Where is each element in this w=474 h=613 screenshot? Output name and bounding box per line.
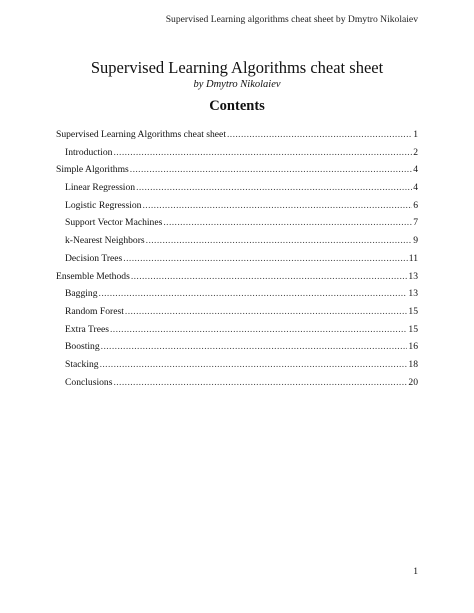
toc-dot-leader (131, 271, 408, 283)
toc-dot-leader (110, 324, 407, 336)
toc-entry[interactable] (56, 377, 418, 395)
toc-dot-leader (125, 306, 408, 318)
toc-entry-page: 15 (408, 323, 418, 335)
toc-entry[interactable] (56, 217, 418, 235)
toc-entry-page: 9 (413, 235, 418, 247)
toc-entry-label: Supervised Learning Algorithms cheat sheet (56, 129, 226, 140)
toc-entry-label: Bagging (65, 288, 98, 300)
toc-entry-label: Boosting (65, 341, 100, 353)
toc-entry[interactable] (56, 200, 418, 218)
toc-entry-page: 1 (413, 129, 418, 140)
document-byline: by Dmytro Nikolaiev (193, 79, 281, 90)
toc-dot-leader (227, 129, 412, 141)
running-header: Supervised Learning algorithms cheat sheet by Dmytro Nikolaiev (165, 14, 418, 25)
toc-entry-page: 13 (408, 270, 418, 282)
toc-entry-page: 13 (408, 288, 418, 300)
toc-dot-leader (99, 288, 408, 300)
toc-entry-page: 11 (408, 252, 418, 264)
toc-entry[interactable] (56, 164, 418, 182)
toc-entry-page: 6 (413, 199, 418, 211)
toc-dot-leader (130, 164, 412, 176)
toc-entry[interactable] (56, 288, 418, 306)
toc-dot-leader (142, 200, 412, 212)
toc-entry[interactable] (56, 306, 418, 324)
table-of-contents (56, 129, 418, 394)
toc-entry-label: Ensemble Methods (56, 270, 130, 282)
toc-dot-leader (163, 217, 412, 229)
toc-dot-leader (113, 377, 407, 389)
toc-entry-page: 4 (413, 164, 418, 176)
toc-entry-label: Extra Trees (65, 323, 109, 335)
toc-entry-label: Linear Regression (65, 182, 136, 194)
document-title: Supervised Learning Algorithms cheat sheet (90, 58, 384, 77)
toc-entry[interactable] (56, 359, 418, 377)
toc-entry[interactable] (56, 324, 418, 342)
toc-entry-label: Decision Trees (65, 252, 123, 264)
toc-entry-page: 18 (408, 358, 418, 370)
toc-entry-label: Random Forest (65, 305, 124, 317)
toc-entry-label: Logistic Regression (65, 199, 142, 211)
toc-dot-leader (146, 235, 413, 247)
toc-entry[interactable] (56, 129, 418, 147)
toc-entry-page: 7 (413, 217, 418, 229)
toc-entry[interactable] (56, 253, 418, 271)
toc-dot-leader (113, 147, 412, 159)
toc-entry-label: Stacking (65, 358, 99, 370)
toc-entry-label: Support Vector Machines (65, 217, 163, 229)
toc-dot-leader (100, 359, 408, 371)
toc-entry[interactable] (56, 271, 418, 289)
toc-entry-page: 20 (408, 376, 418, 388)
toc-entry-label: Simple Algorithms (56, 164, 129, 176)
toc-entry-page: 2 (413, 146, 418, 158)
toc-entry-label: k-Nearest Neighbors (65, 235, 145, 247)
toc-entry[interactable] (56, 235, 418, 253)
toc-heading: Contents (209, 98, 265, 114)
toc-entry-label: Introduction (65, 146, 113, 158)
toc-entry-page: 4 (413, 182, 418, 194)
toc-entry-page: 16 (408, 341, 418, 353)
toc-entry[interactable] (56, 147, 418, 165)
toc-entry-page: 15 (408, 305, 418, 317)
toc-dot-leader (101, 341, 408, 353)
toc-entry-label: Conclusions (65, 376, 113, 388)
toc-entry[interactable] (56, 182, 418, 200)
page-number: 1 (413, 566, 418, 577)
toc-dot-leader (123, 253, 407, 265)
toc-entry[interactable] (56, 341, 418, 359)
toc-dot-leader (136, 182, 412, 194)
